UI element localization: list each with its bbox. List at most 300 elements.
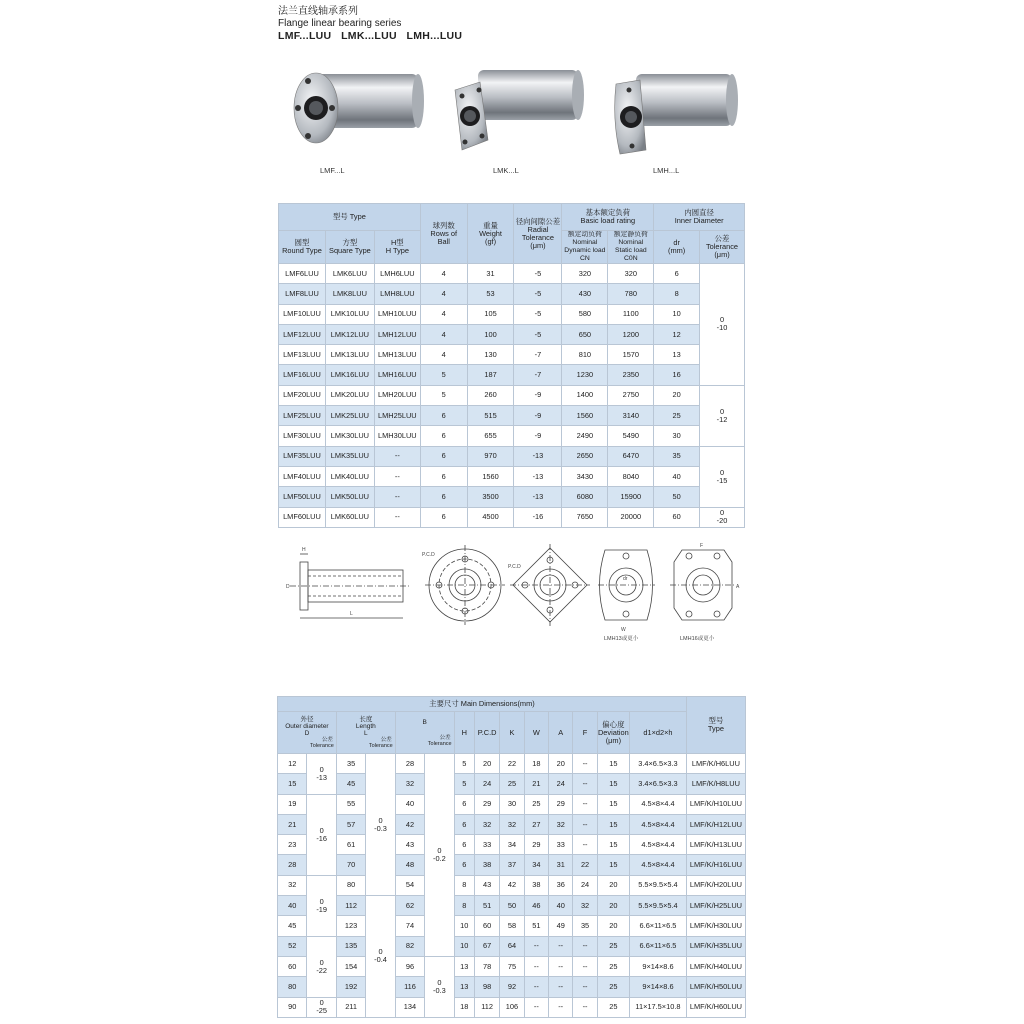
holes-cell: 3.4×6.5×3.3 xyxy=(630,774,687,794)
outer-diameter-cell: 40 xyxy=(278,896,307,916)
round-type-cell: LMF6LUU xyxy=(279,264,326,284)
rows-of-ball-cell: 6 xyxy=(420,426,467,446)
length-cell: 61 xyxy=(336,835,365,855)
square-type-header: 方型 Square Type xyxy=(325,231,374,264)
dim-f-label: F xyxy=(700,543,704,549)
static-load-cell: 1200 xyxy=(608,324,654,344)
k-cell: 37 xyxy=(500,855,524,875)
holes-cell: 3.4×6.5×3.3 xyxy=(630,754,687,774)
caption-lmk: LMK...L xyxy=(493,166,519,175)
static-load-cell: 5490 xyxy=(608,426,654,446)
table-row xyxy=(279,487,745,507)
rows-of-ball-cell: 6 xyxy=(420,507,467,527)
lmk-photo xyxy=(455,70,584,150)
type-cell: LMF/K/H35LUU xyxy=(686,936,745,956)
table-row xyxy=(279,365,745,385)
type-header-2: 型号 Type xyxy=(686,697,745,754)
length-cell: 123 xyxy=(336,916,365,936)
length-cell: 45 xyxy=(336,774,365,794)
round-type-cell: LMF16LUU xyxy=(279,365,326,385)
dr-cell: 8 xyxy=(654,284,700,304)
type-header: 型号 Type xyxy=(279,204,421,231)
pcd-label-2: P.C.D xyxy=(508,564,521,570)
h-type-cell: LMH10LUU xyxy=(374,304,420,324)
h-cell: 8 xyxy=(454,896,474,916)
square-type-cell: LMK40LUU xyxy=(325,466,374,486)
h-cell: 13 xyxy=(454,977,474,997)
f-cell: -- xyxy=(573,977,597,997)
length-tolerance-cell: 0 -0.4 xyxy=(366,896,395,1018)
outer-diameter-cell: 19 xyxy=(278,794,307,814)
dr-cell: 35 xyxy=(654,446,700,466)
weight-cell: 260 xyxy=(467,385,514,405)
outer-diameter-cell: 23 xyxy=(278,835,307,855)
basic-load-header: 基本额定负荷 Basic load rating xyxy=(562,204,654,231)
static-load-cell: 20000 xyxy=(608,507,654,527)
f-cell: -- xyxy=(573,794,597,814)
static-load-cell: 3140 xyxy=(608,406,654,426)
holes-cell: 4.5×8×4.4 xyxy=(630,814,687,834)
deviation-cell: 20 xyxy=(597,896,629,916)
square-type-cell: LMK60LUU xyxy=(325,507,374,527)
pcd-label-1: P.C.D xyxy=(422,552,435,558)
h-type-cell: LMH16LUU xyxy=(374,365,420,385)
type-cell: LMF/K/H10LUU xyxy=(686,794,745,814)
page-header xyxy=(278,6,462,42)
table-row xyxy=(278,997,746,1017)
radial-tolerance-cell: -13 xyxy=(514,466,562,486)
dynamic-load-cell: 320 xyxy=(562,264,608,284)
length-cell: 154 xyxy=(336,956,365,976)
dimensions-table xyxy=(277,696,746,1018)
square-type-cell: LMK16LUU xyxy=(325,365,374,385)
a-cell: 49 xyxy=(549,916,573,936)
square-type-cell: LMK35LUU xyxy=(325,446,374,466)
h-type-cell: LMH25LUU xyxy=(374,406,420,426)
outer-diameter-cell: 21 xyxy=(278,814,307,834)
square-type-cell: LMK12LUU xyxy=(325,324,374,344)
holes-cell: 5.5×9.5×5.4 xyxy=(630,875,687,895)
h-type-cell: LMH13LUU xyxy=(374,345,420,365)
h-type-cell: -- xyxy=(374,446,420,466)
pcd-cell: 29 xyxy=(474,794,499,814)
outer-diameter-tolerance-cell: 0 -25 xyxy=(307,997,336,1017)
rows-of-ball-cell: 4 xyxy=(420,304,467,324)
round-type-cell: LMF25LUU xyxy=(279,406,326,426)
table-row xyxy=(278,875,746,895)
deviation-cell: 15 xyxy=(597,855,629,875)
a-cell: 40 xyxy=(549,896,573,916)
radial-tolerance-cell: -5 xyxy=(514,324,562,344)
dim-l-label: L xyxy=(350,611,353,617)
type-cell: LMF/K/H16LUU xyxy=(686,855,745,875)
k-cell: 42 xyxy=(500,875,524,895)
round-type-cell: LMF13LUU xyxy=(279,345,326,365)
outer-diameter-tolerance-cell: 0 -16 xyxy=(307,794,336,875)
dynamic-load-cell: 2650 xyxy=(562,446,608,466)
a-cell: 33 xyxy=(549,835,573,855)
type-cell: LMF/K/H8LUU xyxy=(686,774,745,794)
table-row xyxy=(279,345,745,365)
type-cell: LMF/K/H20LUU xyxy=(686,875,745,895)
pcd-cell: 38 xyxy=(474,855,499,875)
table-row xyxy=(279,466,745,486)
radial-tolerance-cell: -5 xyxy=(514,304,562,324)
length-tolerance-cell: 0 -0.3 xyxy=(366,754,395,896)
dim-a-label: A xyxy=(736,584,740,590)
weight-cell: 970 xyxy=(467,446,514,466)
length-cell: 211 xyxy=(336,997,365,1017)
tolerance-header: 公差 Tolerance (μm) xyxy=(700,231,745,264)
h-type-cell: -- xyxy=(374,487,420,507)
length-cell: 57 xyxy=(336,814,365,834)
k-cell: 30 xyxy=(500,794,524,814)
holes-cell: 6.6×11×6.5 xyxy=(630,916,687,936)
series-codes: LMF...LUU LMK...LUU LMH...LUU xyxy=(278,30,463,42)
holes-cell: 6.6×11×6.5 xyxy=(630,936,687,956)
outer-diameter-tolerance-cell: 0 -13 xyxy=(307,754,336,795)
b-cell: 48 xyxy=(395,855,424,875)
radial-tolerance-cell: -16 xyxy=(514,507,562,527)
length-cell: 112 xyxy=(336,896,365,916)
deviation-cell: 15 xyxy=(597,774,629,794)
h-flange-small-drawing xyxy=(598,550,655,620)
dynamic-load-cell: 1400 xyxy=(562,385,608,405)
rows-of-ball-cell: 4 xyxy=(420,345,467,365)
b-cell: 116 xyxy=(395,977,424,997)
length-cell: 80 xyxy=(336,875,365,895)
static-load-cell: 2750 xyxy=(608,385,654,405)
weight-cell: 515 xyxy=(467,406,514,426)
deviation-cell: 20 xyxy=(597,916,629,936)
b-cell: 40 xyxy=(395,794,424,814)
table-row xyxy=(278,956,746,976)
rows-of-ball-cell: 4 xyxy=(420,284,467,304)
h-type-cell: LMH30LUU xyxy=(374,426,420,446)
specs-table xyxy=(278,203,745,528)
dimensions-table-body xyxy=(278,754,746,1018)
table-row xyxy=(278,896,746,916)
pcd-cell: 20 xyxy=(474,754,499,774)
dr-cell: 25 xyxy=(654,406,700,426)
square-type-cell: LMK10LUU xyxy=(325,304,374,324)
b-tolerance-cell: 0 -0.3 xyxy=(425,956,454,1017)
table-row xyxy=(278,936,746,956)
table-row xyxy=(278,754,746,774)
tolerance-group-cell: 0 -10 xyxy=(700,264,745,386)
tolerance-group-cell: 0 -20 xyxy=(700,507,745,527)
caption-lmh13: LMH13或更小 xyxy=(604,636,639,642)
static-load-cell: 8040 xyxy=(608,466,654,486)
static-load-cell: 320 xyxy=(608,264,654,284)
h-cell: 18 xyxy=(454,997,474,1017)
dr-cell: 6 xyxy=(654,264,700,284)
pcd-cell: 32 xyxy=(474,814,499,834)
weight-cell: 655 xyxy=(467,426,514,446)
h-cell: 5 xyxy=(454,754,474,774)
f-cell: -- xyxy=(573,936,597,956)
round-type-cell: LMF40LUU xyxy=(279,466,326,486)
square-type-cell: LMK50LUU xyxy=(325,487,374,507)
table-row xyxy=(279,324,745,344)
a-cell: 31 xyxy=(549,855,573,875)
dr-cell: 50 xyxy=(654,487,700,507)
weight-cell: 1560 xyxy=(467,466,514,486)
h-cell: 10 xyxy=(454,916,474,936)
k-cell: 106 xyxy=(500,997,524,1017)
h-type-cell: -- xyxy=(374,507,420,527)
outer-diameter-cell: 15 xyxy=(278,774,307,794)
k-cell: 58 xyxy=(500,916,524,936)
dr-header: dr (mm) xyxy=(654,231,700,264)
table-row xyxy=(279,284,745,304)
w-cell: 21 xyxy=(524,774,548,794)
weight-cell: 3500 xyxy=(467,487,514,507)
pcd-cell: 33 xyxy=(474,835,499,855)
pcd-header: P.C.D xyxy=(474,712,499,754)
deviation-cell: 15 xyxy=(597,754,629,774)
a-cell: 20 xyxy=(549,754,573,774)
h-cell: 5 xyxy=(454,774,474,794)
b-cell: 54 xyxy=(395,875,424,895)
weight-cell: 187 xyxy=(467,365,514,385)
length-cell: 135 xyxy=(336,936,365,956)
rows-of-ball-cell: 6 xyxy=(420,446,467,466)
f-header: F xyxy=(573,712,597,754)
outer-diameter-cell: 45 xyxy=(278,916,307,936)
radial-tolerance-cell: -13 xyxy=(514,446,562,466)
specs-table-body xyxy=(279,264,745,528)
h-cell: 13 xyxy=(454,956,474,976)
h-cell: 6 xyxy=(454,855,474,875)
a-cell: -- xyxy=(549,997,573,1017)
w-cell: 29 xyxy=(524,835,548,855)
b-cell: 32 xyxy=(395,774,424,794)
holes-cell: 4.5×8×4.4 xyxy=(630,794,687,814)
type-cell: LMF/K/H40LUU xyxy=(686,956,745,976)
static-load-cell: 780 xyxy=(608,284,654,304)
caption-lmh16: LMH16或更小 xyxy=(680,636,715,642)
dynamic-load-cell: 810 xyxy=(562,345,608,365)
caption-lmh: LMH...L xyxy=(653,166,680,175)
round-type-cell: LMF50LUU xyxy=(279,487,326,507)
dr-cell: 60 xyxy=(654,507,700,527)
radial-tolerance-cell: -9 xyxy=(514,385,562,405)
f-cell: -- xyxy=(573,956,597,976)
square-type-cell: LMK30LUU xyxy=(325,426,374,446)
k-cell: 34 xyxy=(500,835,524,855)
outer-diameter-tolerance-cell: 0 -22 xyxy=(307,936,336,997)
deviation-header: 偏心度 Deviation (μm) xyxy=(597,712,629,754)
square-type-cell: LMK25LUU xyxy=(325,406,374,426)
w-cell: 38 xyxy=(524,875,548,895)
rows-of-ball-cell: 5 xyxy=(420,385,467,405)
f-cell: 35 xyxy=(573,916,597,936)
outer-diameter-cell: 12 xyxy=(278,754,307,774)
product-photos xyxy=(280,60,750,170)
rows-of-ball-cell: 6 xyxy=(420,406,467,426)
f-cell: 32 xyxy=(573,896,597,916)
radial-tolerance-cell: -9 xyxy=(514,406,562,426)
radial-tolerance-cell: -5 xyxy=(514,264,562,284)
a-cell: -- xyxy=(549,977,573,997)
holes-header: d1×d2×h xyxy=(630,712,687,754)
outer-diameter-header: 外径 Outer diameter D 公差 Tolerance xyxy=(278,712,337,754)
w-cell: -- xyxy=(524,936,548,956)
dr-cell: 13 xyxy=(654,345,700,365)
holes-cell: 9×14×8.6 xyxy=(630,977,687,997)
static-load-cell: 1570 xyxy=(608,345,654,365)
h-cell: 10 xyxy=(454,936,474,956)
lmh-photo xyxy=(615,74,738,154)
w-cell: 25 xyxy=(524,794,548,814)
h-type-cell: LMH12LUU xyxy=(374,324,420,344)
b-cell: 42 xyxy=(395,814,424,834)
dynamic-load-cell: 7650 xyxy=(562,507,608,527)
rows-of-ball-cell: 5 xyxy=(420,365,467,385)
length-cell: 192 xyxy=(336,977,365,997)
dim-h-label: H xyxy=(302,547,306,553)
length-cell: 70 xyxy=(336,855,365,875)
square-flange-drawing xyxy=(510,544,590,626)
h-header: H xyxy=(454,712,474,754)
a-cell: -- xyxy=(549,956,573,976)
tolerance-group-cell: 0 -12 xyxy=(700,385,745,446)
weight-cell: 105 xyxy=(467,304,514,324)
deviation-cell: 20 xyxy=(597,875,629,895)
deviation-cell: 15 xyxy=(597,794,629,814)
b-header: B 公差 Tolerance xyxy=(395,712,454,754)
side-view-drawing xyxy=(290,554,410,618)
table-row xyxy=(279,406,745,426)
rows-of-ball-cell: 4 xyxy=(420,324,467,344)
static-load-cell: 15900 xyxy=(608,487,654,507)
b-cell: 74 xyxy=(395,916,424,936)
type-cell: LMF/K/H30LUU xyxy=(686,916,745,936)
pcd-cell: 51 xyxy=(474,896,499,916)
table-row xyxy=(278,855,746,875)
k-cell: 22 xyxy=(500,754,524,774)
static-load-cell: 1100 xyxy=(608,304,654,324)
deviation-cell: 25 xyxy=(597,977,629,997)
table-row xyxy=(279,507,745,527)
h-cell: 6 xyxy=(454,814,474,834)
b-cell: 82 xyxy=(395,936,424,956)
h-type-cell: LMH20LUU xyxy=(374,385,420,405)
f-cell: 24 xyxy=(573,875,597,895)
round-type-cell: LMF10LUU xyxy=(279,304,326,324)
k-cell: 64 xyxy=(500,936,524,956)
h-cell: 6 xyxy=(454,835,474,855)
dynamic-load-cell: 650 xyxy=(562,324,608,344)
b-cell: 96 xyxy=(395,956,424,976)
holes-cell: 5.5×9.5×5.4 xyxy=(630,896,687,916)
a-cell: 32 xyxy=(549,814,573,834)
b-cell: 62 xyxy=(395,896,424,916)
f-cell: -- xyxy=(573,997,597,1017)
caption-lmf: LMF...L xyxy=(320,166,345,175)
outer-diameter-cell: 90 xyxy=(278,997,307,1017)
k-cell: 75 xyxy=(500,956,524,976)
k-cell: 50 xyxy=(500,896,524,916)
square-type-cell: LMK20LUU xyxy=(325,385,374,405)
outer-diameter-cell: 28 xyxy=(278,855,307,875)
weight-header: 重量 Weight (gf) xyxy=(467,204,514,264)
f-cell: -- xyxy=(573,835,597,855)
outer-diameter-tolerance-cell: 0 -19 xyxy=(307,875,336,936)
holes-cell: 4.5×8×4.4 xyxy=(630,835,687,855)
outer-diameter-cell: 52 xyxy=(278,936,307,956)
deviation-cell: 25 xyxy=(597,936,629,956)
h-cell: 6 xyxy=(454,794,474,814)
h-type-header: H型 H Type xyxy=(374,231,420,264)
b-tolerance-cell: 0 -0.2 xyxy=(425,754,454,957)
static-load-cell: 6470 xyxy=(608,446,654,466)
dynamic-load-cell: 1560 xyxy=(562,406,608,426)
table-row xyxy=(279,385,745,405)
weight-cell: 100 xyxy=(467,324,514,344)
rows-of-ball-cell: 6 xyxy=(420,487,467,507)
dynamic-load-cell: 580 xyxy=(562,304,608,324)
square-type-cell: LMK13LUU xyxy=(325,345,374,365)
square-type-cell: LMK6LUU xyxy=(325,264,374,284)
table-row xyxy=(279,426,745,446)
table-row xyxy=(279,304,745,324)
dr-cell: 16 xyxy=(654,365,700,385)
dynamic-load-cell: 430 xyxy=(562,284,608,304)
pcd-cell: 24 xyxy=(474,774,499,794)
h-type-cell: LMH8LUU xyxy=(374,284,420,304)
a-cell: 36 xyxy=(549,875,573,895)
h-cell: 8 xyxy=(454,875,474,895)
w-cell: 51 xyxy=(524,916,548,936)
a-cell: 24 xyxy=(549,774,573,794)
static-load-cell: 2350 xyxy=(608,365,654,385)
length-cell: 35 xyxy=(336,754,365,774)
lmf-photo xyxy=(294,73,424,143)
rows-of-ball-cell: 4 xyxy=(420,264,467,284)
rows-of-ball-cell: 6 xyxy=(420,466,467,486)
dim-d-label: D xyxy=(286,584,290,590)
round-flange-drawing xyxy=(425,545,505,625)
round-type-cell: LMF8LUU xyxy=(279,284,326,304)
type-cell: LMF/K/H12LUU xyxy=(686,814,745,834)
outer-diameter-cell: 80 xyxy=(278,977,307,997)
h-flange-large-drawing xyxy=(670,550,736,620)
radial-tolerance-cell: -9 xyxy=(514,426,562,446)
b-cell: 28 xyxy=(395,754,424,774)
w-header: W xyxy=(524,712,548,754)
table-row xyxy=(279,446,745,466)
length-cell: 55 xyxy=(336,794,365,814)
a-header: A xyxy=(549,712,573,754)
w-cell: 27 xyxy=(524,814,548,834)
pcd-cell: 43 xyxy=(474,875,499,895)
dr-cell: 30 xyxy=(654,426,700,446)
outer-diameter-cell: 32 xyxy=(278,875,307,895)
square-type-cell: LMK8LUU xyxy=(325,284,374,304)
h-type-cell: -- xyxy=(374,466,420,486)
table-row xyxy=(278,814,746,834)
holes-cell: 11×17.5×10.8 xyxy=(630,997,687,1017)
h-type-cell: LMH6LUU xyxy=(374,264,420,284)
length-header: 长度 Length L 公差 Tolerance xyxy=(336,712,395,754)
round-type-cell: LMF35LUU xyxy=(279,446,326,466)
round-type-cell: LMF20LUU xyxy=(279,385,326,405)
table-row xyxy=(278,916,746,936)
table-row xyxy=(278,835,746,855)
pcd-cell: 98 xyxy=(474,977,499,997)
